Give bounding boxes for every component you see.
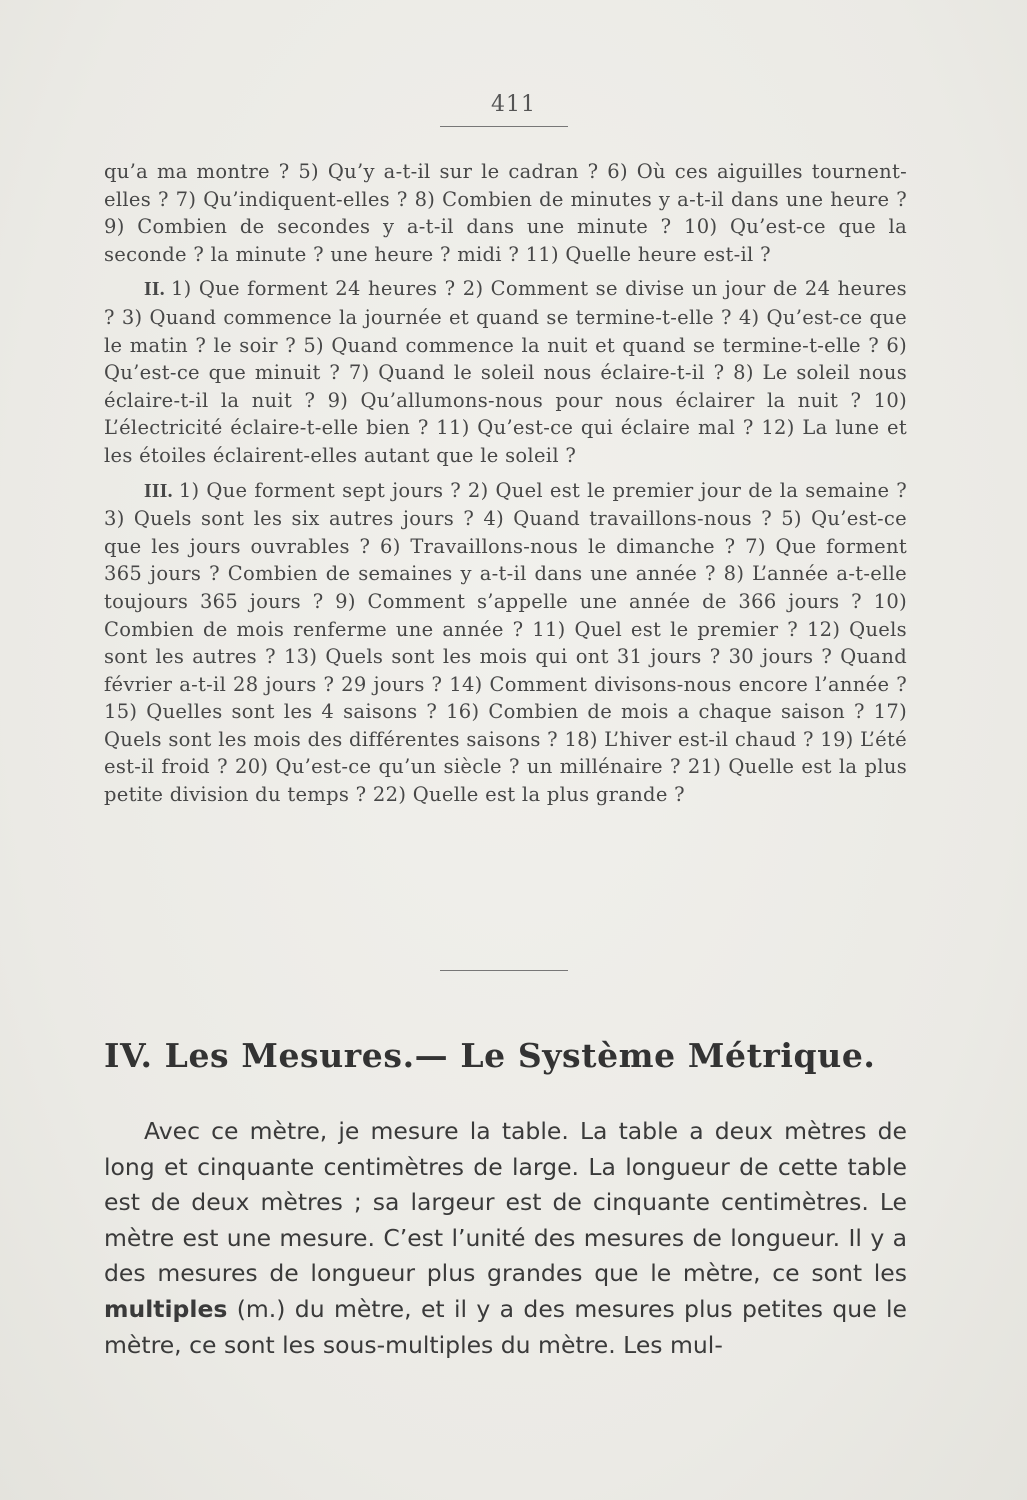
section-iii-text: 1) Que forment sept jours ? 2) Quel est le premier jour de la semaine ? 3) Quels sont les six autres jours ? 4) Quand travaillons-nous ? 5) Qu’est-ce que les jours ouvrables ? 6) Travaillons-nous le dimanche ? 7) Que forment 365 jours ? Combien de semaines y a-t-il dans une année ? 8) L’année a-t-elle toujours 365 jours ? 9) Comment s’appelle une année de 366 jours ? 10) Combien de mois renferme une année ? 11) Quel est le premier ? 12) Quels sont les autres ? 13) Quels sont les mois qui ont 31 jours ? 30 jours ? Quand février a-t-il 28 jours ? 29 jours ? 14) Comment divisons-nous encore l’année ? 15) Quelles sont les 4 saisons ? 16) Combien de mois a chaque saison ? 17) Quels sont les mois des différentes saisons ? 18) L’hiver est-il chaud ? 19) L’été est-il froid ? 20) Qu’est-ce qu’un siècle ? un millénaire ? 21) Quelle est la plus petite division du temps ? 22) Quelle est la plus grande ? (104, 478, 907, 807)
section-iv-paragraph (104, 1114, 907, 1363)
section-iv-title: IV. Les Mesures.— Le Système Métrique. (104, 1036, 876, 1075)
header-rule (440, 126, 568, 127)
bold-term-multiples: multiples (104, 1294, 228, 1323)
section-iii-paragraph (104, 477, 907, 809)
section-ii-paragraph (104, 275, 907, 469)
section-iv-body (104, 1114, 907, 1363)
paragraph-text-part1: Avec ce mètre, je mesure la table. La table a deux mètres de long et cinquante centimètres de large. La longueur de cette table est de deux mètres ; sa largeur est de cinquante centimètres. Le mètre est une mesure. C’est l’unité des mesures de longueur. Il y a des mesures de longueur plus grandes que le mètre, ce sont les (104, 1117, 907, 1288)
section-ii-text: 1) Que forment 24 heures ? 2) Comment se divise un jour de 24 heures ? 3) Quand commence la journée et quand se termine-t-elle ? 4) Qu’est-ce que le matin ? le soir ? 5) Quand commence la nuit et quand se termine-t-elle ? 6) Qu’est-ce que minuit ? 7) Quand le soleil nous éclaire-t-il ? 8) Le soleil nous éclaire-t-il la nuit ? 9) Qu’allumons-nous pour nous éclairer la nuit ? 10) L’électricité éclaire-t-elle bien ? 11) Qu’est-ce qui éclaire mal ? 12) La lune et les étoiles éclairent-elles autant que le soleil ? (104, 277, 907, 467)
questions-intro-paragraph: qu’a ma montre ? 5) Qu’y a-t-il sur le cadran ? 6) Où ces aiguilles tournent-elles ? 7) Qu’indiquent-elles ? 8) Combien de minutes y a-t-il dans une heure ? 9) Combien de secondes y a-t-il dans une minute ? 10) Qu’est-ce que la seconde ? la minute ? une heure ? midi ? 11) Quelle heure est-il ? (104, 160, 907, 266)
section-iii-numeral: III. (144, 480, 173, 502)
section-divider-rule (440, 970, 568, 971)
questions-block (104, 158, 907, 809)
paragraph-text-part2: (m.) du mètre, et il y a des mesures plus petites que le mètre, ce sont les sous-multiples du mètre. Les mul- (104, 1294, 907, 1359)
section-ii-numeral: II. (144, 279, 165, 301)
page-number: 411 (491, 92, 536, 117)
